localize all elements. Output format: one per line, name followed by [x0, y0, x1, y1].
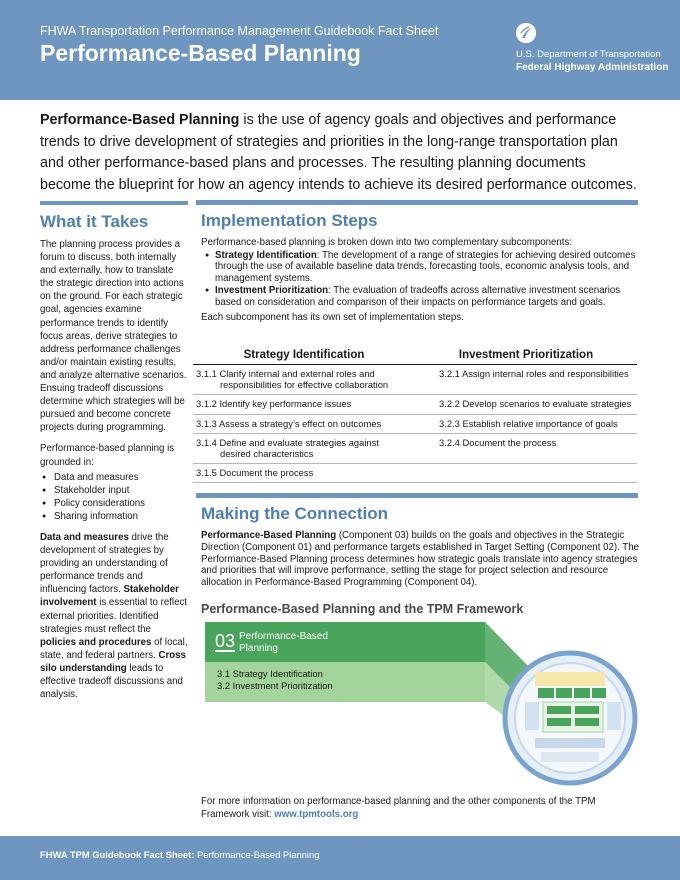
what-it-takes-para2: Performance-based planning is grounded in: [40, 443, 175, 468]
intro-paragraph [40, 110, 640, 196]
subcomponent-2: 3.2 Investment Prioritization [217, 680, 333, 691]
list-item: ● Policy considerations [40, 497, 188, 510]
table-cell [415, 464, 637, 483]
table-cell: 3.1.2 Identify key performance issues [193, 395, 415, 414]
table-row [193, 365, 637, 395]
dot-logo-icon [516, 23, 536, 43]
footer-text [40, 849, 319, 860]
agency-subname: Federal Highway Administration [516, 62, 669, 73]
subcomponent-list [201, 250, 639, 309]
intro-lead: Performance-Based Planning [40, 112, 240, 128]
footer-lead: FHWA TPM Guidebook Fact Sheet: [40, 849, 195, 860]
connection-lead: Performance-Based Planning [201, 530, 337, 541]
list-item: ● Stakeholder input [40, 484, 188, 497]
table-cell: 3.1.3 Assess a strategy’s effect on outcomes [193, 414, 415, 433]
bullet-text: : The evaluation of tradeoffs across alternative investment scenarios based on consideration and comparison of their impacts on performance targets and goals. [215, 285, 621, 308]
figure-title: Performance-Based Planning and the TPM Framework [201, 602, 524, 616]
component-label-line: Performance-Based [239, 631, 328, 642]
table-row [193, 464, 637, 483]
what-it-takes-body [40, 238, 188, 709]
text-run: of local, state, and federal partners. [40, 636, 188, 661]
text-run: is essential to reflect external priorities. Identified strategies must reflect the [40, 597, 187, 635]
connection-text: (Component 03) builds on the goals and objectives in the Strategic Direction (Component 01) and performance targets established in Target Setting (Component 02). The Performance-Based Planning process determines how strategic goals translate into agency strategies and priorities that will improve performance, setting the stage for project selection and resource allocation in Performance-Based Programming (Component 04). [201, 530, 639, 589]
text-run: drive the development of strategies by providing an understanding of performance trends and influencing factors. [40, 531, 169, 596]
implementation-body [201, 237, 639, 323]
header-subtitle: FHWA Transportation Performance Management Guidebook Fact Sheet [40, 24, 439, 38]
cell-text-cont: responsibilities for effective collaboration [220, 379, 389, 391]
table-row [193, 414, 637, 433]
bold-phrase: policies and procedures [40, 636, 152, 648]
list-item [201, 250, 639, 285]
more-info [201, 796, 641, 821]
table-row [193, 433, 637, 463]
bullet-text: : The development of a range of strategies for achieving desired outcomes through the use of available baseline data trends, forecasting tools, economic analysis tools, and management systems. [215, 249, 636, 284]
what-it-takes-para1: The planning process provides a forum to discuss, both internally and externally, how to translate the strategic direction into actions on the ground. For each strategic goal, agencies examine performance trends to identify focus areas, derive strategies to address performance challenges and/or maintain existing results, and analyze alternative scenarios. Ensuing tradeoff discussions determine which strategies will be pursued and become concrete projects during programming. [40, 239, 187, 434]
footer-bar [0, 836, 680, 880]
table-row [193, 395, 637, 414]
component-label [239, 631, 328, 655]
cell-text: 3.1.1 Clarify internal and external roles and [196, 368, 375, 379]
what-it-takes-para3 [40, 531, 188, 701]
implementation-after: Each subcomponent has its own set of implementation steps. [201, 311, 464, 323]
bullet-head: Investment Prioritization [215, 285, 329, 297]
implementation-heading: Implementation Steps [201, 211, 378, 230]
list-item: ● Sharing information [40, 510, 188, 523]
bold-phrase: Stakeholder involvement [40, 584, 179, 609]
component-number: 03 [215, 631, 236, 651]
list-item [201, 285, 639, 308]
table-cell [193, 365, 415, 395]
list-item: ● Data and measures [40, 471, 188, 484]
left-divider [40, 201, 188, 205]
bold-phrase: Data and measures [40, 531, 129, 543]
table-header: Strategy Identification [193, 347, 415, 365]
table-cell: 3.2.2 Develop scenarios to evaluate strategies [415, 395, 637, 414]
component-label-line: Planning [239, 643, 278, 654]
more-info-text: For more information on performance-based planning and the other components of the TPM Framework visit: [201, 796, 596, 820]
tpm-framework-figure [205, 620, 645, 800]
page-title: Performance-Based Planning [40, 40, 361, 66]
implementation-divider [196, 200, 638, 205]
table-cell [193, 433, 415, 463]
connection-heading: Making the Connection [201, 504, 388, 523]
component-banner [205, 622, 485, 662]
subcomponent-banner [205, 662, 485, 702]
header-banner [0, 0, 680, 100]
table-header-row [193, 347, 637, 365]
table-cell: 3.2.1 Assign internal roles and responsibilities [415, 365, 637, 395]
cell-text: 3.1.4 Define and evaluate strategies against [196, 436, 379, 448]
bold-phrase: Cross silo understanding [40, 649, 186, 674]
footer-title: Performance-Based Planning [194, 849, 320, 860]
bullet-head: Strategy Identification [215, 249, 317, 261]
grounding-list [40, 471, 188, 523]
cell-text-cont: desired characteristics [220, 448, 314, 460]
table-cell: 3.1.5 Document the process [193, 464, 415, 483]
table-cell: 3.2.3 Establish relative importance of goals [415, 414, 637, 433]
table-cell: 3.2.4 Document the process [415, 433, 637, 463]
intro-text: is the use of agency goals and objectives and performance trends to drive development of strategies and priorities in the long-range transportation plan and other performance-based plans and processes. The resulting planning documents become the blueprint for how an agency intends to achieve its desired performance outcomes. [40, 112, 637, 193]
tpmtools-link[interactable]: www.tpmtools.org [274, 808, 359, 820]
connection-body [201, 530, 641, 589]
agency-name: U.S. Department of Transportation [516, 49, 661, 60]
what-it-takes-heading: What it Takes [40, 212, 149, 231]
text-run: leads to effective tradeoff discussions and analysis. [40, 662, 183, 701]
table-header: Investment Prioritization [415, 347, 637, 365]
implementation-intro: Performance-based planning is broken down into two complementary subcomponents: [201, 237, 573, 248]
steps-table [193, 347, 637, 483]
subcomponent-1: 3.1 Strategy Identification [217, 668, 323, 679]
connection-divider [196, 493, 638, 498]
